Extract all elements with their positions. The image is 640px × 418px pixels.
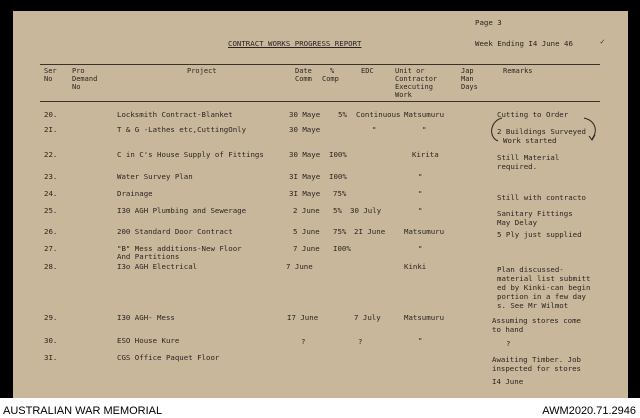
table-row-remark: Cutting to Order <box>497 110 569 119</box>
table-row-pct: 5% <box>333 206 342 215</box>
table-row-edc: 30 July <box>350 206 382 215</box>
table-row-ser: 23. <box>44 172 58 181</box>
document-sheet <box>13 11 628 398</box>
col-edc: EDC <box>361 67 374 75</box>
col-ser: Ser No <box>44 67 57 83</box>
col-pct: % Comp <box>322 67 339 83</box>
week-ending: Week Ending I4 June 46 <box>475 39 573 48</box>
table-row-date: 30 Maye <box>289 150 321 159</box>
table-row-unit: " <box>418 172 423 181</box>
table-row-remark: inspected for stores <box>492 364 581 373</box>
table-row-remark: Plan discussed- <box>497 265 564 274</box>
table-row-date: 7 June <box>286 262 313 271</box>
table-row-ser: 27. <box>44 244 58 253</box>
table-row-unit: Kirita <box>412 150 439 159</box>
table-top-rule <box>40 64 600 65</box>
table-row-date: 30 Maye <box>289 125 321 134</box>
table-row-ser: 25. <box>44 206 58 215</box>
table-row-remark: s. See Mr Wilmot <box>497 301 569 310</box>
col-date: Date Comm <box>295 67 312 83</box>
table-row-remark: 5 Ply just supplied <box>497 230 582 239</box>
table-row-remark: Awaiting Timber. Job <box>492 355 581 364</box>
table-row-ser: 2I. <box>44 125 58 134</box>
table-row-ser: 20. <box>44 110 58 119</box>
table-row-date: I7 June <box>287 313 319 322</box>
table-row-edc: 2I June <box>354 227 386 236</box>
table-row-unit: Kinki <box>404 262 427 271</box>
table-row-project: C in C's House Supply of Fittings <box>117 150 264 159</box>
table-row-date: 3I Maye <box>289 172 321 181</box>
col-jap: Jap Man Days <box>461 67 478 91</box>
table-row-ser: 22. <box>44 150 58 159</box>
table-row-remark: required. <box>497 162 538 171</box>
table-row-pct: I00% <box>329 172 347 181</box>
table-row-pct: 75% <box>333 189 347 198</box>
table-row-unit: " <box>418 189 423 198</box>
table-row-remark: ? <box>506 339 511 348</box>
table-row-remark: portion in a few day <box>497 292 586 301</box>
table-row-remark: Still Material <box>497 153 560 162</box>
col-pro-demand: Pro Demand No <box>72 67 98 91</box>
table-row-edc: ? <box>358 337 363 346</box>
table-row-unit: Matsumuru <box>404 110 445 119</box>
table-row-ser: 28. <box>44 262 58 271</box>
table-row-pct: I00% <box>333 244 351 253</box>
table-row-edc: 7 July <box>354 313 381 322</box>
table-row-remark: Still with contracto <box>497 193 586 202</box>
table-row-date: 30 Maye <box>289 110 321 119</box>
table-row-unit: " <box>422 125 427 134</box>
pen-mark-icon: ✓ <box>600 37 605 46</box>
table-row-project: "B" Mess additions-New Floor <box>117 244 242 253</box>
table-row-date: 5 June <box>293 227 320 236</box>
table-row-project: Drainage <box>117 189 153 198</box>
table-row-unit: Matsumuru <box>404 227 445 236</box>
table-row-unit: " <box>418 206 423 215</box>
report-title: CONTRACT WORKS PROGRESS REPORT <box>228 39 362 48</box>
table-row-ser: 26. <box>44 227 58 236</box>
table-row-date: 7 June <box>293 244 320 253</box>
table-row-pct: 5% <box>338 110 347 119</box>
table-row-project: I30 AGH Plumbing and Sewerage <box>117 206 247 215</box>
table-row-project: Water Survey Plan <box>117 172 193 181</box>
page-label: Page 3 <box>475 18 502 27</box>
table-header-rule <box>40 101 600 102</box>
table-row-remark: to hand <box>492 325 524 334</box>
table-row-project: 200 Standard Door Contract <box>117 227 233 236</box>
table-row-remark: May Delay <box>497 218 538 227</box>
table-row-project: CGS Office Paquet Floor <box>117 353 220 362</box>
footer-source: AUSTRALIAN WAR MEMORIAL <box>3 405 163 417</box>
table-row-date: 3I Maye <box>289 189 321 198</box>
table-row-remark: I4 June <box>492 377 524 386</box>
col-remarks: Remarks <box>503 67 533 75</box>
table-row-edc: " <box>372 125 377 134</box>
table-row-remark: 2 Buildings Surveyed <box>497 127 586 136</box>
table-row-ser: 3I. <box>44 353 58 362</box>
table-row-project: And Partitions <box>117 252 180 261</box>
footer-accession-id: AWM2020.71.2946 <box>542 405 636 417</box>
col-project: Project <box>187 67 217 75</box>
table-row-unit: Matsumuru <box>404 313 445 322</box>
table-row-date: 2 June <box>293 206 320 215</box>
table-row-project: T & G -Lathes etc,CuttingOnly <box>117 125 247 134</box>
table-row-date: ? <box>301 337 306 346</box>
table-row-edc: Continuous <box>356 110 401 119</box>
table-row-project: I30 AGH- Mess <box>117 313 175 322</box>
table-row-project: Locksmith Contract-Blanket <box>117 110 233 119</box>
table-row-remark: material list submitt <box>497 274 591 283</box>
table-row-remark: ed by Kinki-can begin <box>497 283 591 292</box>
col-unit: Unit or Contractor Executing Work <box>395 67 438 99</box>
table-row-pct: 75% <box>333 227 347 236</box>
table-row-pct: I00% <box>329 150 347 159</box>
table-row-ser: 24. <box>44 189 58 198</box>
handwritten-bracket-annotation <box>488 115 600 151</box>
table-row-remark: Assuming stores come <box>492 316 581 325</box>
table-row-ser: 30. <box>44 336 58 345</box>
table-row-project: I3o AGH Electrical <box>117 262 198 271</box>
table-row-ser: 29. <box>44 313 58 322</box>
table-row-unit: " <box>418 244 423 253</box>
table-row-remark: Work started <box>503 136 557 145</box>
table-row-remark: Sanitary Fittings <box>497 209 573 218</box>
table-row-project: ESO House Kure <box>117 336 180 345</box>
table-row-unit: " <box>418 336 423 345</box>
